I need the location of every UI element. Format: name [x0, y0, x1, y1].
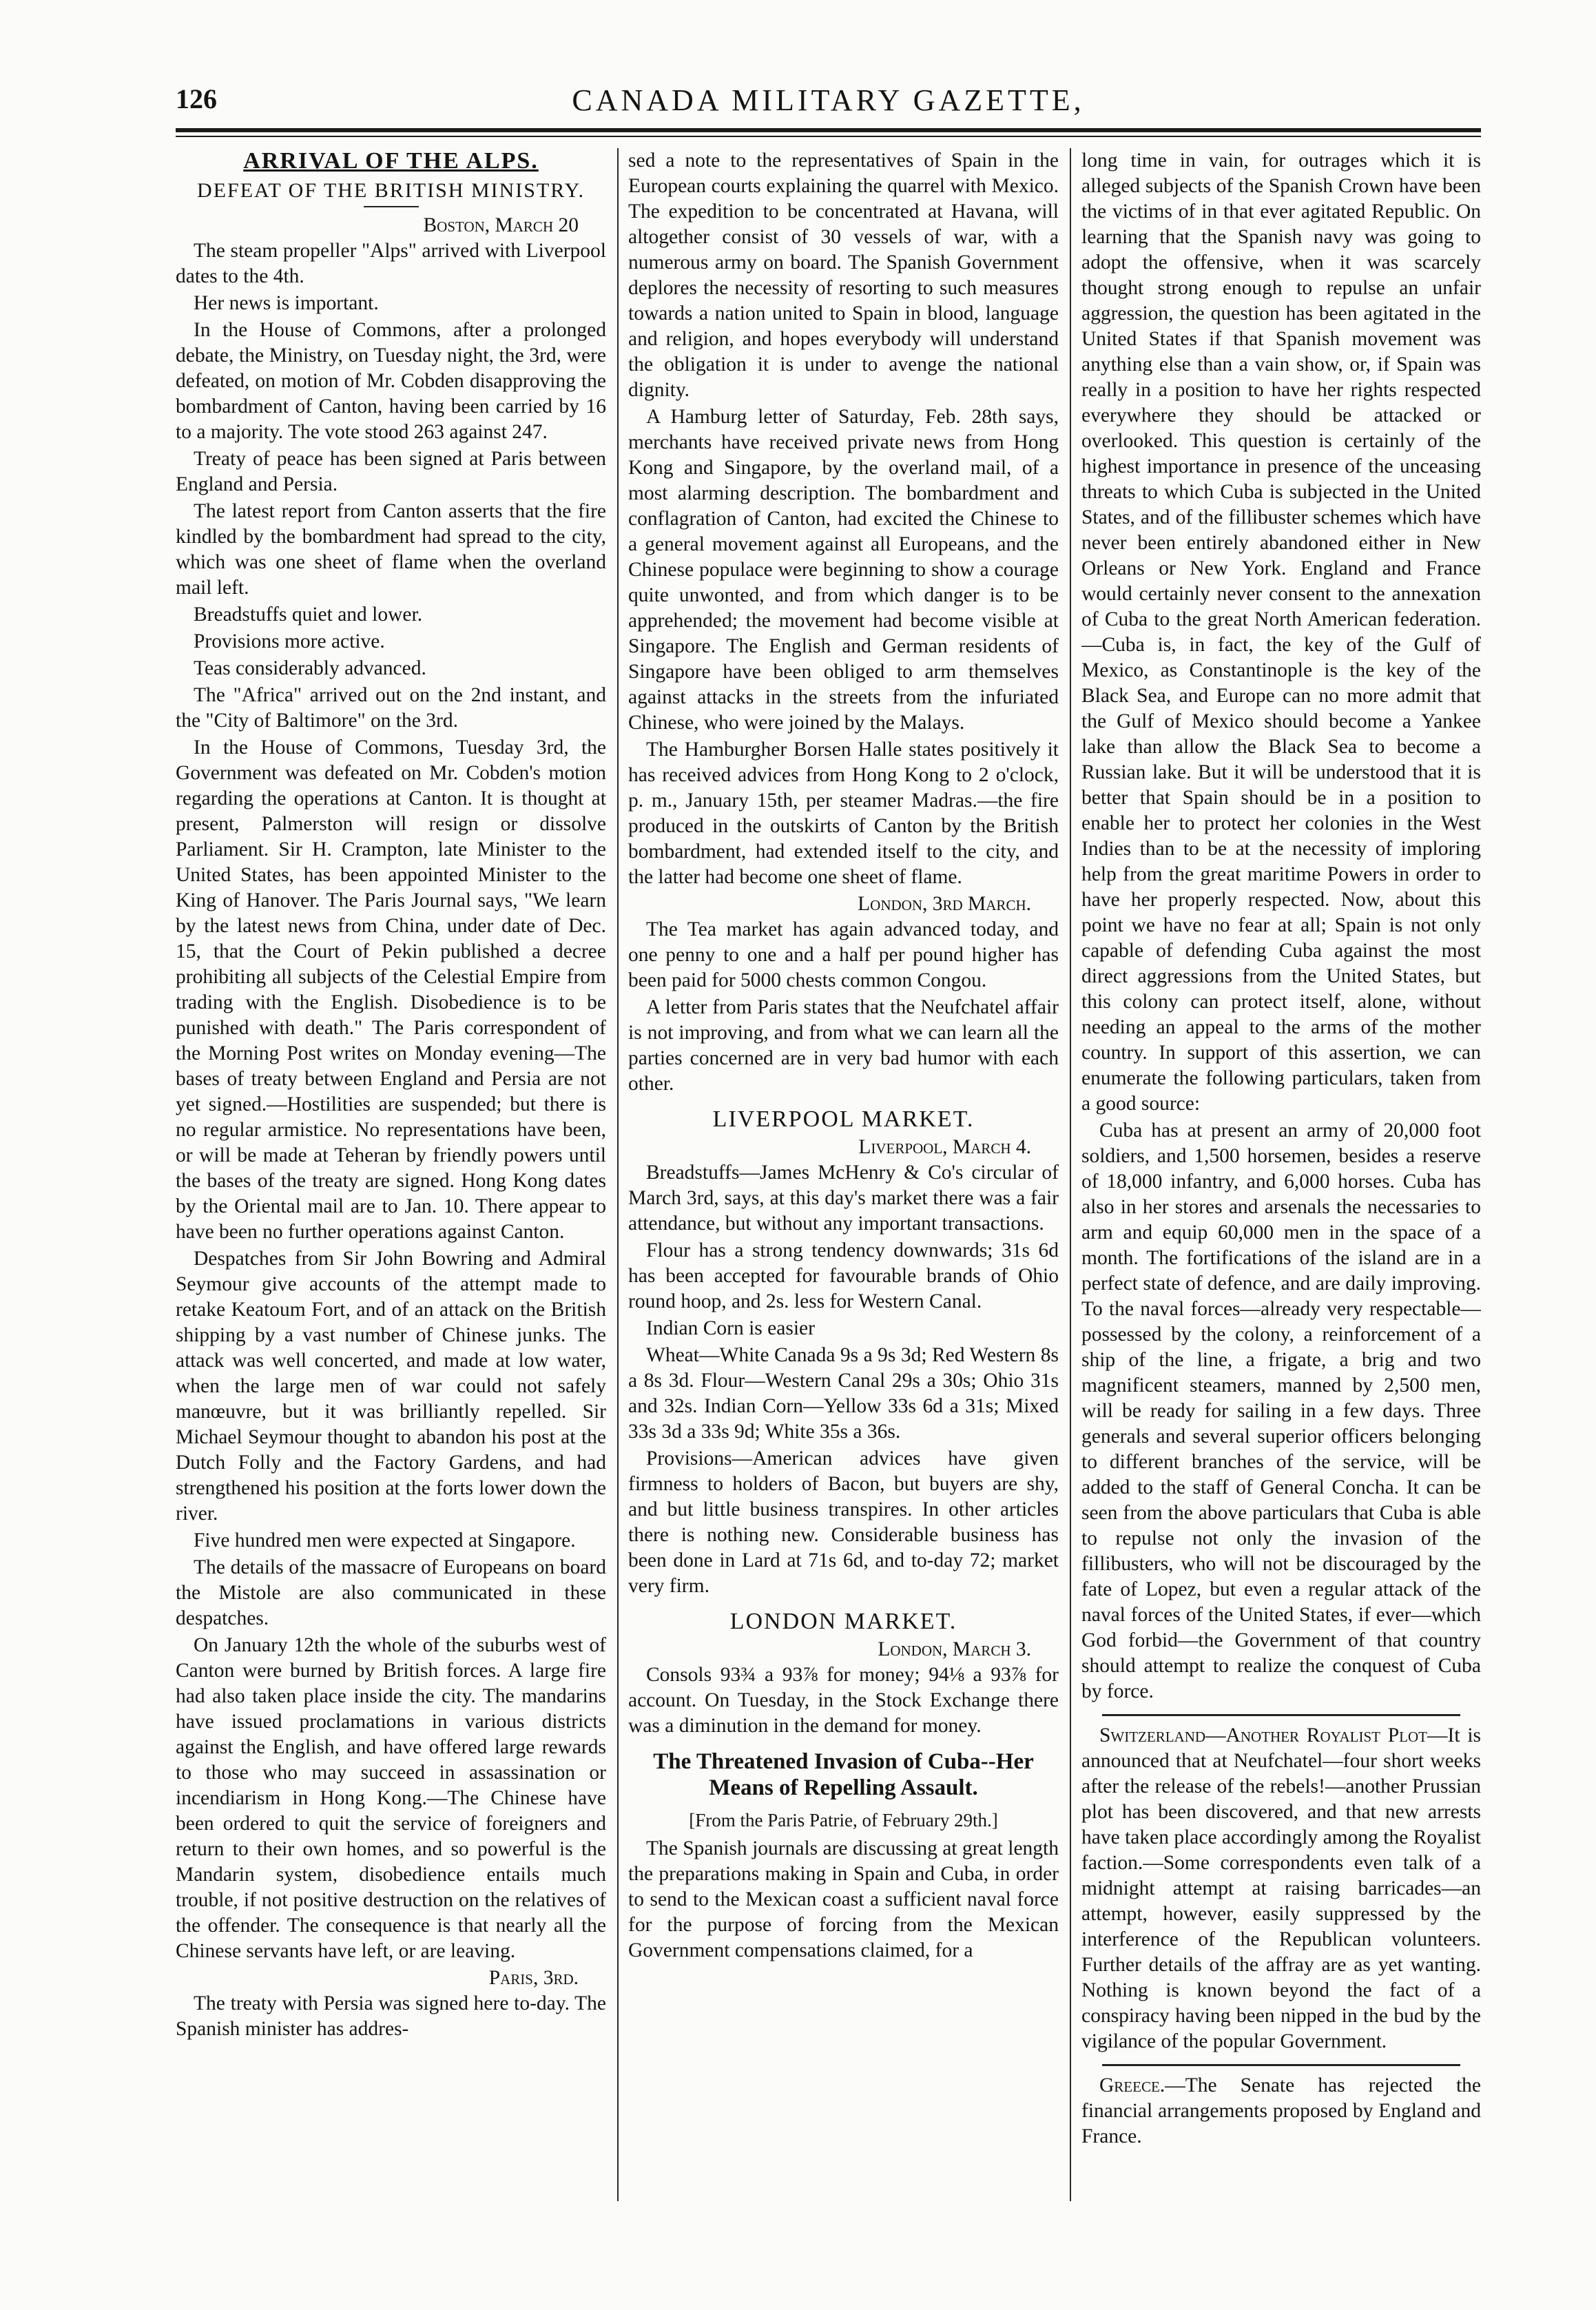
news-item-text: —It is announced that at Neufchatel—four short weeks after the release of the rebels!—another Prussian plot has been discovered, and that new arrests have taken place accordingly among the Royalist faction.—Some correspondents even talk of a midnight attempt at raising barricades—an attempt, however, easily suppressed by the interference of the Republican volunteers. Further details of the affray are as yet wanting. Nothing is known beyond the fact of a conspiracy having been nipped in the bud by the vigilance of the popular Government.: [1081, 1724, 1481, 2052]
column-divider: [1070, 148, 1071, 2201]
paragraph: Provisions—American advices have given firmness to holders of Bacon, but buyers are shy, and but little business transpires. In other articles there is nothing new. Considerable business has been done in Lard at 71s 6d, and to-day 72; market very firm.: [628, 1447, 1059, 1597]
paragraph: Her news is important.: [194, 292, 379, 314]
paragraph: The Spanish journals are discussing at great length the preparations making in Spain and Cuba, in order to send to the Mexican coast a sufficient naval force for the purpose of forcing from the Mexican Government compensations claimed, for a: [628, 1837, 1059, 1961]
dateline: Paris, 3rd.: [488, 1967, 579, 1989]
paragraph: Indian Corn is easier: [646, 1317, 815, 1339]
ornamental-rule: [1102, 2064, 1460, 2066]
news-item-lead: Greece.: [1099, 2074, 1165, 2096]
paragraph: Despatches from Sir John Bowring and Admiral Seymour give accounts of the attempt made to retake Keatoum Fort, and of an attack on the British shipping by a vast number of Chinese junks. The attack was well concerted, and made at low water, when the large men of war could not safely manœuvre, but it was brilliantly repelled. Sir Michael Seymour thought to abandon his post at the Dutch Folly and the Factory Gardens, and had strengthened his position at the forts lower down the river.: [176, 1248, 606, 1525]
paragraph: long time in vain, for outrages which it is alleged subjects of the Spanish Crown have been the victims of in that ever agitated Republic. On learning that the Spanish navy was going to adopt the offensive, when it was scarcely thought strong enough to repulse an unfair aggression, the question has been agitated in the United States if that Spanish movement was anything else than a vain show, or, if Spain was really in a position to have her rights respected everywhere they should be attacked or overlooked. This question is certainly of the highest importance in presence of the unceasing threats to which Cuba is subjected in the United States, and of the fillibuster schemes which have never been entirely abandoned either in New Orleans or New York. England and France would certainly never consent to the annexation of Cuba to the great North American federation.—Cuba is, in fact, the key of the Gulf of Mexico, as Constantinople is the key of the Black Sea, and Europe can no more admit that the Gulf of Mexico should become a Yankee lake than allow the Black Sea to become a Russian lake. But it will be understood that it is better that Spain should be in a position to enable her to protect her colonies in the West Indies than to be at the necessity of imploring help from the great maritime Powers in order to have her properly respected. Now, about this point we have no fear at all; Spain is not only capable of defending Cuba against the most direct aggressions from the United States, but this colony can protect itself, alone, without needing an appeal to the arms of the mother country. In support of this assertion, we can enumerate the following particulars, taken from a good source:: [1081, 149, 1481, 1115]
dateline: Liverpool, March 4.: [858, 1136, 1031, 1158]
news-item-switzerland: [1081, 1723, 1481, 2054]
column-2: [628, 148, 1059, 2256]
paragraph: Breadstuffs quiet and lower.: [194, 604, 423, 626]
news-item-text: —The Senate has rejected the financial arrangements proposed by England and France.: [1081, 2074, 1481, 2147]
column-3: [1081, 148, 1481, 2256]
paragraph: In the House of Commons, after a prolonged debate, the Ministry, on Tuesday night, the 3rd, were defeated, on motion of Mr. Cobden disapproving the bombardment of Canton, having been carried by 16 to a majority. The vote stood 263 against 247.: [176, 319, 606, 443]
paragraph: The treaty with Persia was signed here to-day. The Spanish minister has addres-: [176, 1992, 606, 2040]
paragraph: Flour has a strong tendency downwards; 31s 6d has been accepted for favourable brands of Ohio round hoop, and 2s. less for Western Canal.: [628, 1239, 1059, 1312]
paragraph: A Hamburg letter of Saturday, Feb. 28th says, merchants have received private news from Hong Kong and Singapore, by the overland mail, of a most alarming description. The bombardment and conflagration of Canton, had excited the Chinese to a general movement against all Europeans, and the Chinese populace were beginning to show a courage quite unwonted, and from which danger is to be apprehended; the movement had become visible at Singapore. The English and German residents of Singapore have been obliged to arm themselves against attacks in the streets from the infuriated Chinese, who were joined by the Malays.: [628, 406, 1059, 734]
paragraph: Treaty of peace has been signed at Paris between England and Persia.: [176, 448, 606, 495]
article-heading: ARRIVAL OF THE ALPS.: [243, 148, 539, 174]
paragraph: The details of the massacre of Europeans on board the Mistole are also communicated in these despatches.: [176, 1556, 606, 1629]
paragraph: The Hamburgher Borsen Halle states positively it has received advices from Hong Kong to 2 o'clock, p. m., January 15th, per steamer Madras.—the fire produced in the outskirts of Canton by the British bombardment, had extended itself to the city, and the latter had become one sheet of flame.: [628, 739, 1059, 888]
news-item-greece: [1081, 2073, 1481, 2149]
news-item-lead: Switzerland—Another Royalist Plot: [1099, 1724, 1427, 1746]
paragraph: The Tea market has again advanced today, and one penny to one and a half per pound higher has been paid for 5000 chests common Congou.: [628, 918, 1059, 991]
short-rule: [364, 206, 419, 207]
paragraph: Cuba has at present an army of 20,000 foot soldiers, and 1,500 horsemen, besides a reserve of 18,000 infantry, and 6,000 horses. Cuba has also in her stores and arsenals the necessaries to arm and equip 60,000 men in the space of a month. The fortifications of the island are in a perfect state of defence, and are daily improving. To the naval forces—already very respectable—possessed by the colony, a reinforcement of a ship of the line, a frigate, a brig and two magnificent steamers, manned by 2,500 men, will be ready for sailing in a few days. Three generals and several superior officers belonging to different branches of the service, will be added to the staff of General Concha. It can be seen from the above particulars that Cuba is able to repulse not only the invasion of the fillibusters, who will not be discouraged by the fate of Lopez, but even a regular attack of the naval forces of the United States, if ever—which God forbid—the Government of that country should attempt to realize the conquest of Cuba by force.: [1081, 1120, 1481, 1702]
paragraph: The latest report from Canton asserts that the fire kindled by the bombardment had spread to the city, which was one sheet of flame when the overland mail left.: [176, 500, 606, 599]
column-divider: [617, 148, 619, 2201]
paragraph: Provisions more active.: [194, 630, 385, 652]
running-title: CANADA MILITARY GAZETTE,: [572, 83, 1085, 117]
section-heading-liverpool: LIVERPOOL MARKET.: [712, 1106, 975, 1132]
paragraph: The steam propeller "Alps" arrived with Liverpool dates to the 4th.: [176, 240, 606, 287]
masthead-rule-thin: [176, 136, 1481, 137]
masthead-rule: [176, 128, 1481, 132]
page-number: 126: [176, 83, 217, 114]
paragraph: Five hundred men were expected at Singapore.: [194, 1529, 576, 1551]
paragraph: Teas considerably advanced.: [194, 657, 426, 679]
paragraph: A letter from Paris states that the Neufchatel affair is not improving, and from what we can learn all the parties concerned are in very bad humor with each other.: [628, 996, 1059, 1095]
dateline: London, 3rd March.: [858, 893, 1031, 915]
ornamental-rule: [1102, 1714, 1460, 1716]
dateline: London, March 3.: [878, 1638, 1031, 1660]
paragraph: Breadstuffs—James McHenry & Co's circular of March 3rd, says, at this day's market there was a fair attendance, but without any important transactions.: [628, 1162, 1059, 1235]
paragraph: Wheat—White Canada 9s a 9s 3d; Red Western 8s a 8s 3d. Flour—Western Canal 29s a 30s; Ohio 31s and 32s. Indian Corn—Yellow 33s 6d a 31s; Mixed 33s 3d a 33s 9d; White 35s a 36s.: [628, 1344, 1059, 1443]
column-1: [176, 148, 606, 2256]
paragraph: Consols 93¾ a 93⅞ for money; 94⅛ a 93⅞ for account. On Tuesday, in the Stock Exchange there was a diminution in the demand for money.: [628, 1664, 1059, 1737]
article-source: [From the Paris Patrie, of February 29th.]: [689, 1810, 998, 1831]
section-heading-london: LONDON MARKET.: [729, 1609, 957, 1634]
paragraph: In the House of Commons, Tuesday 3rd, the Government was defeated on Mr. Cobden's motion regarding the operations at Canton. It is thought at present, Palmerston will resign or dissolve Parliament. Sir H. Crampton, late Minister to the United States, has been appointed Minister to the King of Hanover. The Paris Journal says, "We learn by the latest news from China, under date of Dec. 15, that the Court of Pekin published a decree prohibiting all subjects of the Celestial Empire from trading with the English. Disobedience is to be punished with death." The Paris correspondent of the Morning Post writes on Monday evening—The bases of treaty between England and Persia are not yet signed.—Hostilities are suspended; but there is no regular armistice. No representations have been, or will be made at Teheran by friendly powers until the bases of the treaty are signed. Hong Kong dates by the Oriental mail are to Jan. 10. There appear to have been no further operations against Canton.: [176, 736, 606, 1243]
dateline: Boston, March 20: [423, 214, 579, 236]
article-subheading: DEFEAT OF THE BRITISH MINISTRY.: [197, 179, 585, 202]
paragraph: The "Africa" arrived out on the 2nd instant, and the "City of Baltimore" on the 3rd.: [176, 684, 606, 732]
paragraph: On January 12th the whole of the suburbs west of Canton were burned by British forces. A large fire had also taken place inside the city. The mandarins have issued proclamations in various districts against the English, and have offered large rewards to those who may succeed in assassination or incendiarism in Hong Kong.—The Chinese have been ordered to quit the service of foreigners and return to their own homes, and so powerful is the Mandarin system, disobedience entails much trouble, if not positive destruction on the relatives of the offender. The consequence is that nearly all the Chinese servants have left, or are leaving.: [176, 1634, 606, 1962]
article-heading-cuba: The Threatened Invasion of Cuba--Her Means of Repelling Assault.: [653, 1749, 1034, 1800]
paragraph: sed a note to the representatives of Spain in the European courts explaining the quarrel with Mexico. The expedition to be concentrated at Havana, will altogether consist of 30 vessels of war, with a numerous army on board. The Spanish Government deplores the necessity of resorting to such measures towards a nation united to Spain in blood, language and religion, and hopes everybody will understand the obligation it is under to avenge the national dignity.: [628, 149, 1059, 401]
